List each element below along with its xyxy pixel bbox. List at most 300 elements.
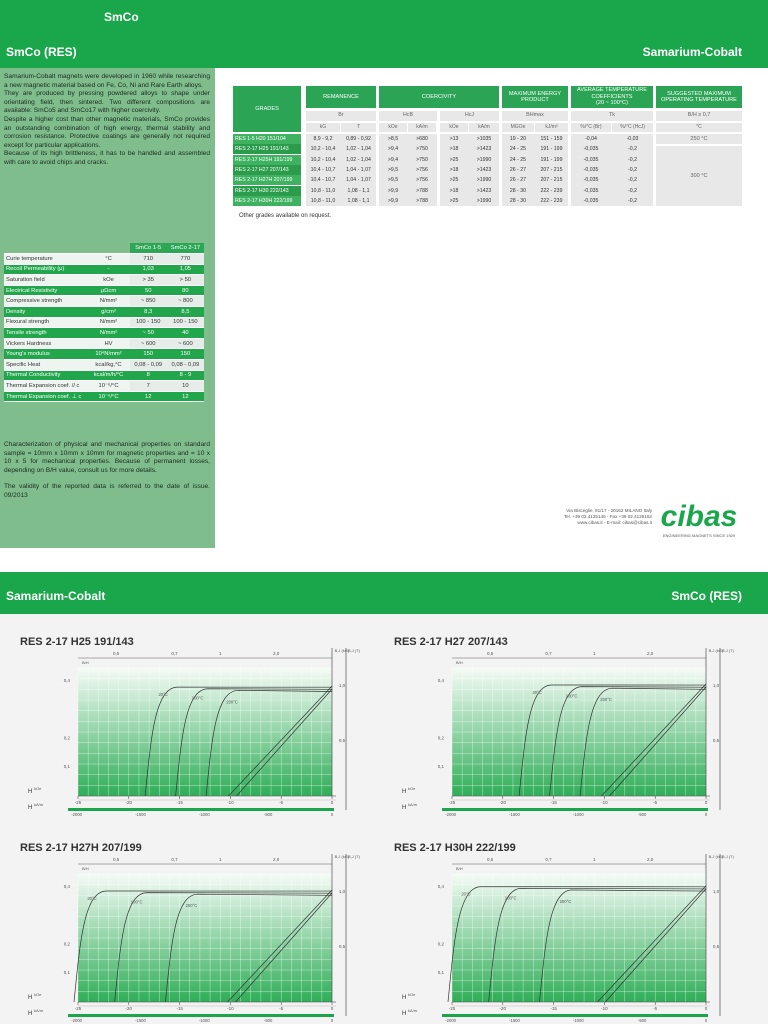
grade-value: 8,9 - 9,2 (313, 136, 333, 142)
temperature-label: 100°C (191, 695, 204, 701)
properties-cell: 10⁻⁶/°C (87, 391, 129, 402)
properties-cell: 50 (130, 285, 167, 296)
properties-row (4, 370, 204, 381)
kam-tick-label: -1000 (198, 1018, 210, 1023)
properties-cell: Specific Heat (4, 360, 87, 371)
chart-panel (0, 820, 370, 1023)
grade-name: RES 1-5 H20 151/104 (233, 134, 301, 144)
grade-value: >25 (449, 156, 459, 163)
demag-chart (374, 614, 744, 817)
properties-cell: 8,5 (167, 307, 204, 318)
grade-value: -0,2 (628, 156, 637, 163)
top-header-bar (0, 0, 768, 68)
b-tick-label: 0,1 (63, 970, 70, 976)
temp-coef-header: AVERAGE TEMPERATURE COEFFICIENTS (20 ~ 100°C) (571, 86, 653, 108)
h-unit-koe: kOe (34, 992, 42, 997)
grade-value: 1,08 - 1,1 (347, 197, 370, 204)
properties-cell: kcal/kg,°C (87, 360, 129, 371)
b-tick-label: 0,1 (63, 764, 70, 770)
grade-value: -0,2 (628, 177, 637, 184)
properties-cell: 150 (167, 349, 204, 360)
kam-tick-label: -1500 (135, 1018, 146, 1023)
unit-cell: °C (656, 123, 742, 132)
b-tick-label: 0,1 (437, 970, 444, 976)
kam-axis-bar (442, 1014, 708, 1017)
properties-row (4, 338, 204, 349)
properties-row (4, 360, 204, 371)
h-tick-label: -5 (653, 800, 658, 805)
bt-axis-label: B,J (T) (722, 854, 734, 859)
properties-cell: Curie temperature (4, 254, 87, 265)
kam-axis-bar (68, 808, 334, 811)
properties-row (4, 285, 204, 296)
h-tick-label: -10 (601, 800, 608, 805)
grade-value: -0,04 (585, 136, 597, 142)
section-title-right: Samarium-Cobalt (642, 45, 742, 59)
bh-tick-label: 0,5 (486, 857, 494, 862)
properties-cell: 80 (167, 285, 204, 296)
grade-value: 24 - 25 (509, 146, 527, 153)
grade-value: 222 - 239 (540, 187, 563, 194)
bh-axis-label: B/H (456, 866, 463, 871)
properties-cell: > 50 (167, 275, 204, 286)
temperature-label: 20°C (461, 891, 471, 897)
kam-tick-label: -500 (263, 1018, 273, 1023)
grade-value: -0,035 (583, 166, 599, 173)
properties-row (4, 328, 204, 339)
properties-cell: N/mm² (87, 296, 129, 307)
grade-name: RES 2-17 H27H 207/199 (233, 175, 301, 185)
contact-info (542, 508, 652, 526)
kam-axis-bar (442, 808, 708, 811)
b-tick-label: 0,2 (437, 941, 444, 947)
svg-text:cibas: cibas (660, 500, 738, 533)
bh-axis-label: B/H (456, 660, 463, 665)
properties-cell: 7 (130, 381, 167, 392)
kam-tick-label: -2000 (445, 1018, 457, 1023)
unit-cell: kJ/m³ (535, 123, 568, 132)
grade-value: >1990 (476, 156, 492, 163)
bh-axis-label: B/H (82, 660, 89, 665)
properties-cell: μΩcm (87, 285, 129, 296)
characterization-note: Characterization of physical and mechanical properties on standard sample = 10mm x 10mm x 10mm for magnetic properties and = 10 x 10 x 5 for mechanical properties. Because of permanent losses, depending on B/H value, consult us for more details. (4, 441, 210, 474)
grade-value: -0,2 (628, 197, 637, 204)
grade-value: 24 - 25 (509, 156, 527, 163)
h-axis-label: H (28, 995, 33, 1001)
grade-value: 191 - 199 (540, 156, 563, 163)
intro-paragraph: Samarium-Cobalt magnets were developed in 1960 while researching a new magnetic material based on Fe, Co, Ni and Rare Earth alloys. (4, 73, 210, 89)
bh-axis-label: B/H (82, 866, 89, 871)
grade-value: >1423 (476, 166, 492, 173)
kam-axis-bar (68, 1014, 334, 1017)
properties-row (4, 381, 204, 392)
intro-paragraph: They are produced by pressing powdered alloys to shape under orientating field, then sintered. Two different compositions are available: SmCo5 and SmCo17 with higher coercivity. (4, 90, 210, 115)
bh-tick-label: 1 (592, 651, 596, 656)
kam-tick-label: 0 (704, 1018, 708, 1023)
properties-cell: Electrical Resistivity (4, 285, 87, 296)
kam-tick-label: 0 (330, 812, 334, 817)
properties-cell: 150 (130, 349, 167, 360)
kam-tick-label: 0 (704, 812, 708, 817)
properties-cell: 100 - 150 (130, 317, 167, 328)
grade-row (233, 165, 653, 175)
coercivity-header: COERCIVITY (379, 86, 499, 108)
b-tick-label: 0,2 (63, 941, 70, 947)
h-tick-label: -15 (176, 800, 183, 805)
kam-tick-label: -1500 (509, 812, 520, 817)
properties-cell: Thermal Conductivity (4, 370, 87, 381)
grade-name: RES 2-17 H27 207/143 (233, 165, 301, 175)
temperature-label: 200°C (600, 697, 612, 703)
hcb-subheader: HcB (379, 111, 437, 121)
properties-cell: ~ 600 (167, 338, 204, 349)
hcj-subheader: HcJ (440, 111, 499, 121)
unit-cell: kOe (379, 123, 407, 132)
h-unit-koe: kOe (34, 786, 42, 791)
properties-cell: kcal/m/h/°C (87, 370, 129, 381)
chart-title: RES 2-17 H30H 222/199 (394, 842, 516, 854)
grade-value: >13 (449, 136, 459, 142)
bottom-title-left: Samarium-Cobalt (6, 589, 106, 603)
grade-value: -0,035 (583, 187, 599, 194)
bh-tick-label: 1 (218, 651, 222, 656)
properties-cell: Thermal Expansion coef. ⊥ c (4, 391, 87, 402)
grade-value: 28 - 30 (509, 197, 527, 204)
properties-header-cell (4, 243, 87, 254)
h-tick-label: -20 (125, 800, 133, 805)
grade-row (233, 134, 653, 144)
kam-tick-label: -2000 (71, 812, 83, 817)
grade-name: RES 2-17 H25 191/143 (233, 144, 301, 154)
b-tick-label: 0,2 (63, 735, 70, 741)
temperature-label: 200°C (185, 903, 198, 909)
bh-tick-label: 0,7 (171, 857, 178, 862)
properties-cell: kOe (87, 275, 129, 286)
h-unit-kam: kA/m (34, 1008, 44, 1013)
grade-name: RES 2-17 H30 222/143 (233, 186, 301, 196)
demag-chart (374, 820, 744, 1023)
grades-table (233, 86, 742, 231)
bkg-tick-label: 0,5 (712, 944, 720, 950)
properties-cell: Flexural strength (4, 317, 87, 328)
properties-header-cell (87, 243, 129, 254)
unit-cell: kG (306, 123, 340, 132)
h-tick-label: -20 (499, 1006, 507, 1011)
unit-cell: MGOe (502, 123, 534, 132)
grade-value: -0,2 (628, 166, 637, 173)
grade-value: 207 - 215 (540, 177, 563, 184)
h-tick-label: -25 (74, 1006, 82, 1011)
temperature-label: 20°C (158, 692, 168, 698)
h-tick-label: 0 (704, 800, 708, 805)
properties-cell: Saturation field (4, 275, 87, 286)
properties-cell: °C (87, 254, 129, 265)
bt-axis-label: B,J (T) (722, 648, 734, 653)
properties-cell: 40 (167, 328, 204, 339)
grade-value: -0,035 (583, 197, 599, 204)
cibas-logo (652, 500, 746, 540)
grades-header: GRADES (233, 86, 301, 132)
bottom-header-bar (0, 572, 768, 614)
grade-value: >9,9 (387, 197, 399, 204)
temperature-label: 20°C (87, 896, 97, 901)
properties-row (4, 275, 204, 286)
kam-tick-label: 0 (330, 1018, 334, 1023)
svg-text:ENGINEERING MAGNETS SINCE 1929: ENGINEERING MAGNETS SINCE 1929 (662, 533, 736, 538)
kam-tick-label: -500 (263, 812, 273, 817)
grade-value: 222 - 239 (540, 197, 563, 204)
kam-tick-label: -500 (637, 812, 647, 817)
energy-header: MAXIMUM ENERGY PRODUCT (502, 86, 568, 108)
grade-value: 191 - 199 (540, 146, 563, 153)
bh-tick-label: 2,0 (272, 651, 280, 656)
h-axis-label: H (402, 805, 407, 811)
kam-tick-label: -1000 (198, 812, 210, 817)
h-tick-label: -20 (125, 1006, 133, 1011)
grade-name: RES 2-17 H25H 191/199 (233, 155, 301, 165)
h-axis-label: H (28, 1011, 33, 1017)
b-tick-label: 0,4 (437, 677, 444, 683)
grade-value: >750 (416, 156, 428, 163)
contact-phone: Tel. +39 02.4125146 - Fax +39 02.4125162 (563, 514, 652, 519)
grade-value: 1,04 - 1,07 (346, 166, 371, 173)
bkg-tick-label: 0,5 (338, 944, 346, 950)
properties-cell: 10 (167, 381, 204, 392)
tk-subheader: Tk (571, 111, 653, 121)
b-tick-label: 0,4 (63, 883, 70, 889)
kam-tick-label: -1500 (135, 812, 146, 817)
h-tick-label: -10 (227, 800, 234, 805)
properties-row (4, 296, 204, 307)
bt-axis-label: B,J (T) (348, 854, 360, 859)
grade-value: 1,08 - 1,1 (347, 187, 370, 194)
h-tick-label: -15 (550, 1006, 557, 1011)
h-tick-label: 0 (330, 1006, 334, 1011)
bh-tick-label: 1 (592, 857, 596, 862)
properties-cell: N/mm² (87, 317, 129, 328)
h-tick-label: -10 (227, 1006, 234, 1011)
grades-footnote: Other grades available on request. (239, 213, 332, 219)
intro-paragraph: Despite a higher cost than other magnetic materials, SmCo provides an outstanding combination of high energy, thermal stability and corrosion resistance. Protective coatings are generally not required except for particular applications. (4, 115, 210, 149)
grade-value: 10,8 - 11,0 (310, 197, 336, 204)
bh-tick-label: 2,0 (646, 651, 654, 656)
properties-cell: g/cm³ (87, 307, 129, 318)
grade-value: 10,4 - 10,7 (310, 177, 336, 184)
properties-table (4, 243, 204, 402)
chart-panel (374, 614, 744, 817)
properties-cell: ~ 50 (130, 328, 167, 339)
grade-row (233, 196, 653, 206)
h-axis-label: H (402, 1011, 407, 1017)
grade-value: 10,2 - 10,4 (310, 146, 336, 153)
brand-title: SmCo (104, 10, 139, 24)
bh-tick-label: 0,5 (112, 857, 120, 862)
grade-value: 151 - 159 (540, 136, 563, 142)
bkg-tick-label: 0,5 (338, 738, 346, 744)
demagnetization-charts (0, 614, 768, 1024)
grade-value: >1990 (476, 197, 492, 204)
notes (4, 441, 210, 501)
properties-row (4, 264, 204, 275)
kam-tick-label: -2000 (71, 1018, 83, 1023)
properties-cell: 770 (167, 254, 204, 265)
h-tick-label: 0 (704, 1006, 708, 1011)
kam-tick-label: -1000 (572, 812, 584, 817)
grade-value: >1423 (476, 187, 492, 194)
chart-title: RES 2-17 H25 191/143 (20, 636, 134, 648)
properties-cell: ~ 600 (130, 338, 167, 349)
properties-cell: 8 - 9 (167, 370, 204, 381)
properties-cell: - (87, 264, 129, 275)
grade-value: 19 - 20 (509, 136, 527, 142)
bkg-axis-label: B,J (kG) (334, 854, 350, 859)
grade-value: -0,035 (583, 156, 599, 163)
h-tick-label: -25 (448, 800, 456, 805)
grade-row (233, 175, 653, 185)
grade-value: 0,89 - 0,92 (346, 136, 371, 142)
bh-tick-label: 1 (218, 857, 222, 862)
bh-tick-label: 2,0 (646, 857, 654, 862)
grade-value: 28 - 30 (509, 187, 527, 194)
bkg-tick-label: 1,0 (712, 889, 720, 895)
properties-cell: Vickers Hardness (4, 338, 87, 349)
properties-cell: 1,03 (130, 264, 167, 275)
properties-cell: 710 (130, 254, 167, 265)
grade-value: 1,04 - 1,07 (346, 177, 371, 184)
properties-header-cell: SmCo 1-5 (130, 243, 167, 254)
unit-cell: T (341, 123, 376, 132)
h-tick-label: -5 (279, 1006, 284, 1011)
demag-chart (0, 614, 370, 817)
grade-value: >756 (416, 166, 428, 173)
bottom-title-right: SmCo (RES) (671, 589, 742, 603)
kam-tick-label: -2000 (445, 812, 457, 817)
bh-tick-label: 2,0 (272, 857, 280, 862)
br-subheader: Br (306, 111, 376, 121)
grade-value: -0,035 (583, 146, 599, 153)
contact-address: Via Bisceglie, 91/17 - 20152 MILANO Italy (566, 508, 652, 513)
grade-value: >9,4 (387, 146, 399, 153)
grade-value: >18 (449, 146, 459, 153)
demag-chart (0, 820, 370, 1023)
bkg-tick-label: 0,5 (712, 738, 720, 744)
h-tick-label: -5 (279, 800, 284, 805)
properties-cell: 12 (130, 391, 167, 402)
properties-cell: > 35 (130, 275, 167, 286)
grade-value: >25 (449, 197, 459, 204)
section-title-left: SmCo (RES) (6, 45, 77, 59)
h-unit-kam: kA/m (408, 802, 418, 807)
grade-value: 26 - 27 (509, 166, 527, 173)
properties-row (4, 307, 204, 318)
max-temp-2-17: 300 °C (656, 146, 742, 206)
bkg-axis-label: B,J (kG) (708, 854, 724, 859)
bkg-axis-label: B,J (kG) (708, 648, 724, 653)
grade-value: >1035 (476, 136, 492, 142)
b-tick-label: 0,4 (63, 677, 70, 683)
chart-panel (0, 614, 370, 817)
properties-header-cell: SmCo 2-17 (167, 243, 204, 254)
grade-name: RES 2-17 H30H 222/199 (233, 196, 301, 206)
unit-cell: kA/m (408, 123, 436, 132)
properties-cell: 1,05 (167, 264, 204, 275)
properties-cell: N/mm² (87, 328, 129, 339)
properties-cell: Tensile strength (4, 328, 87, 339)
properties-cell: Density (4, 307, 87, 318)
h-tick-label: -5 (653, 1006, 658, 1011)
grade-value: >788 (416, 197, 428, 204)
properties-cell: ~ 800 (167, 296, 204, 307)
properties-cell: 8 (130, 370, 167, 381)
grade-value: -0,03 (626, 136, 639, 142)
h-axis-label: H (402, 995, 407, 1001)
bhmax-subheader: BHmax (502, 111, 568, 121)
grade-row (233, 186, 653, 196)
properties-row (4, 254, 204, 265)
kam-tick-label: -500 (637, 1018, 647, 1023)
h-tick-label: -25 (448, 1006, 456, 1011)
properties-cell: 0,08 - 0,09 (130, 360, 167, 371)
h-unit-kam: kA/m (408, 1008, 418, 1013)
bh-tick-label: 0,5 (486, 651, 494, 656)
bkg-tick-label: 1,0 (338, 683, 346, 689)
unit-cell: %/°C (HcJ) (612, 123, 653, 132)
grade-value: -0,2 (628, 187, 637, 194)
grade-value: -0,2 (628, 146, 637, 153)
properties-cell: ~ 850 (130, 296, 167, 307)
properties-row (4, 317, 204, 328)
bh-tick-label: 0,7 (171, 651, 178, 656)
bh-tick-label: 0,7 (545, 651, 552, 656)
temperature-label: 20°C (532, 690, 542, 695)
unit-cell: kOe (440, 123, 468, 132)
grade-row (233, 144, 653, 154)
grade-value: >18 (449, 166, 459, 173)
grade-value: -0,035 (583, 177, 599, 184)
grade-value: 26 - 27 (509, 177, 527, 184)
temperature-label: 100°C (565, 693, 578, 699)
bh-tick-label: 0,7 (545, 857, 552, 862)
grade-value: >9,4 (387, 156, 399, 163)
b-tick-label: 0,1 (437, 764, 444, 770)
temperature-label: 200°C (226, 699, 238, 705)
kam-tick-label: -1000 (572, 1018, 584, 1023)
grade-value: 10,4 - 10,7 (310, 166, 336, 173)
properties-cell: Compressive strength (4, 296, 87, 307)
grade-value: >8,5 (387, 136, 399, 142)
chart-title: RES 2-17 H27H 207/199 (20, 842, 142, 854)
grade-value: 207 - 215 (540, 166, 563, 173)
properties-cell: 100 - 150 (167, 317, 204, 328)
unit-cell: %/°C (Br) (571, 123, 611, 132)
unit-cell: kA/m (469, 123, 499, 132)
h-tick-label: -25 (74, 800, 82, 805)
properties-row (4, 349, 204, 360)
h-tick-label: -15 (550, 800, 557, 805)
h-axis-label: H (402, 789, 407, 795)
kam-tick-label: -1500 (509, 1018, 520, 1023)
h-axis-label: H (28, 805, 33, 811)
h-axis-label: H (28, 789, 33, 795)
properties-cell: 12 (167, 391, 204, 402)
validity-note: The validity of the reported data is referred to the date of issue. 09/2013 (4, 483, 210, 499)
grade-value: 1,02 - 1,04 (346, 146, 371, 153)
h-tick-label: 0 (330, 800, 334, 805)
h-unit-koe: kOe (408, 786, 416, 791)
bt-axis-label: B,J (T) (348, 648, 360, 653)
bkg-axis-label: B,J (kG) (334, 648, 350, 653)
grade-row (233, 155, 653, 165)
